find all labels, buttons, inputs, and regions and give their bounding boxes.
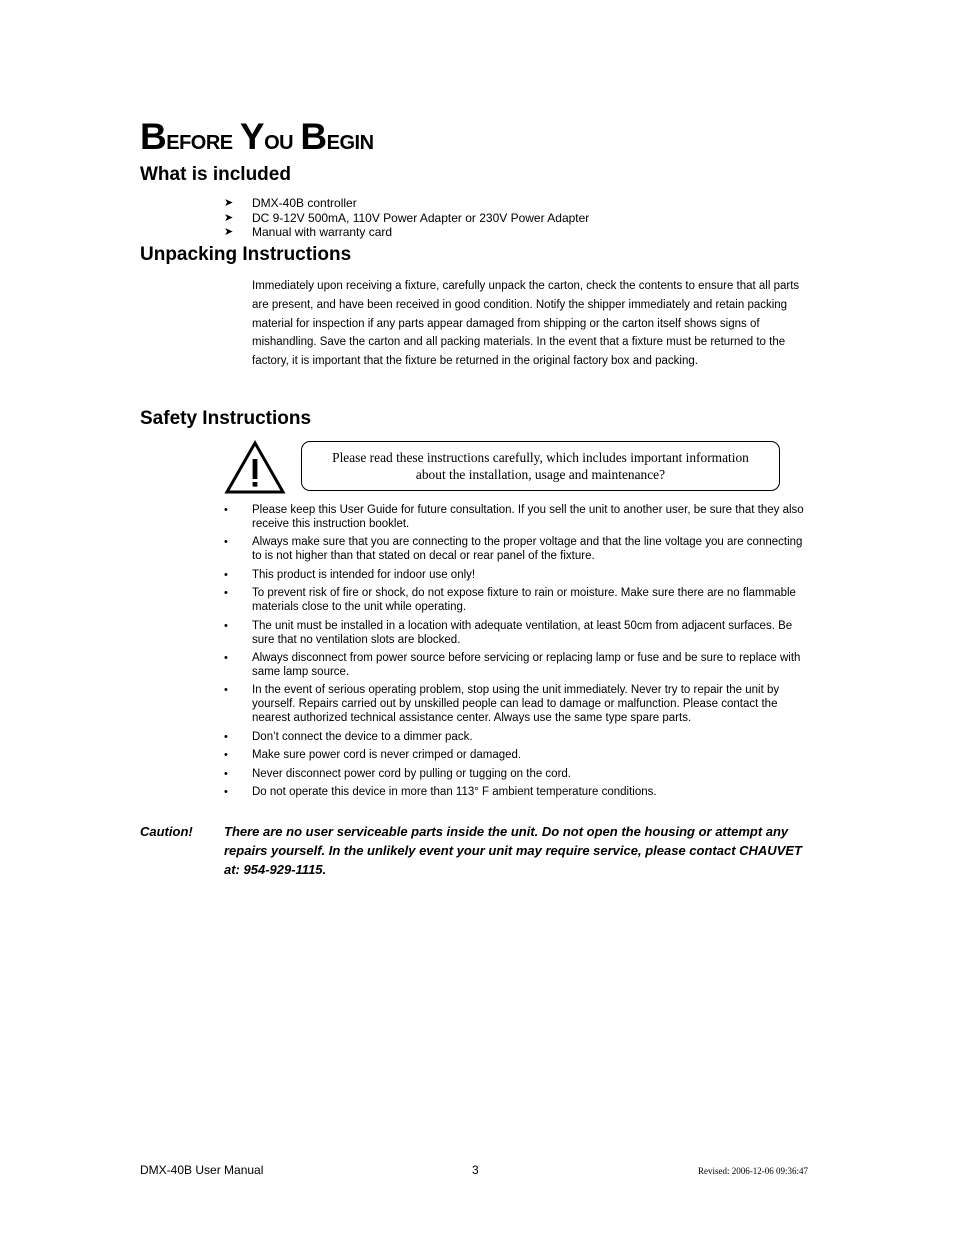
list-item: • Always make sure that you are connecting to the proper voltage and that the line voltage you are connecting to is not higher than that stated on decal or rear panel of the fixture. — [224, 536, 803, 563]
footer-revised-date: Revised: 2006-12-06 09:36:47 — [698, 1166, 808, 1176]
title-word: egin — [326, 124, 374, 155]
list-item: • Do not operate this device in more than 113° F ambient temperature conditions. — [224, 785, 657, 798]
title-word: efore — [166, 124, 233, 155]
bullet-dot-icon: • — [224, 619, 228, 632]
footer-manual-name: DMX-40B User Manual — [140, 1163, 264, 1177]
arrow-right-icon: ➤ — [224, 226, 234, 238]
list-item: • The unit must be installed in a location with adequate ventilation, at least 50cm from adjacent surfaces. Be sure that no ventilation slots are blocked. — [224, 619, 793, 646]
unpacking-heading: Unpacking Instructions — [140, 244, 352, 265]
list-item: • Make sure power cord is never crimped or damaged. — [224, 749, 522, 762]
bullet-dot-icon: • — [224, 587, 228, 600]
list-item: • Always disconnect from power source before servicing or replacing lamp or fuse and be sure to replace with same lamp source. — [224, 651, 801, 678]
page-title — [140, 112, 374, 165]
bullet-dot-icon: • — [224, 785, 228, 798]
list-item: • Please keep this User Guide for future consultation. If you sell the unit to another user, be sure that they also receive this instruction booklet. — [224, 504, 804, 530]
footer-page-number: 3 — [472, 1163, 479, 1177]
bullet-dot-icon: • — [224, 749, 228, 762]
bullet-dot-icon: • — [224, 767, 228, 780]
unpacking-paragraph: Immediately upon receiving a fixture, carefully unpack the carton, check the contents to ensure that all parts are present, and have been received in good condition. Notify the shipper immediately and retain packing material for inspection if any parts appear damaged from shipping or the carton itself shows signs of mishandling. Save the carton and all packing materials. In the event that a fixture must be returned to the factory, it is important that the fixture be returned in the original factory box and packing. — [252, 280, 800, 368]
list-item: ➤ DMX-40B controller — [224, 196, 357, 210]
caution-label: Caution! — [140, 824, 193, 839]
title-initial: B — [300, 116, 327, 157]
list-item: ➤ DC 9-12V 500mA, 110V Power Adapter or 230V Power Adapter — [224, 210, 590, 225]
list-item: • In the event of serious operating problem, stop using the unit immediately. Never try to repair the unit by yourself. Repairs carried out by unskilled people can lead to damage or malfunction. Please contact the nearest authorized technical assistance center. Always use the same type spare parts. — [224, 684, 780, 725]
list-item: • This product is intended for indoor use only! — [224, 568, 476, 581]
included-list — [224, 196, 589, 240]
title-word: ou — [264, 124, 294, 155]
included-heading: What is included — [140, 164, 291, 185]
warning-triangle-icon — [224, 440, 286, 495]
bullet-dot-icon: • — [224, 651, 228, 664]
safety-notice-box — [301, 441, 780, 491]
list-item: • Don’t connect the device to a dimmer pack. — [224, 730, 473, 743]
bullet-dot-icon: • — [224, 536, 228, 549]
bullet-dot-icon: • — [224, 504, 228, 516]
bullet-dot-icon: • — [224, 730, 228, 743]
caution-text: There are no user serviceable parts inside the unit. Do not open the housing or attempt any repairs yourself. In the unlikely event your unit may require service, please contact CHAUVET at: 954-929-1115. — [224, 824, 802, 877]
list-item: • To prevent risk of fire or shock, do not expose fixture to rain or moisture. Make sure there are no flammable materials close to the unit while operating. — [224, 587, 796, 614]
safety-list — [224, 503, 814, 803]
bullet-dot-icon: • — [224, 568, 228, 581]
title-initial: Y — [239, 116, 265, 157]
arrow-right-icon: ➤ — [224, 197, 234, 209]
title-initial: B — [140, 116, 167, 157]
list-item: ➤ Manual with warranty card — [224, 225, 393, 239]
arrow-right-icon: ➤ — [224, 211, 234, 224]
list-item: • Never disconnect power cord by pulling or tugging on the cord. — [224, 767, 571, 780]
safety-notice-text: Please read these instructions carefully, which includes important information about the installation, usage and maintenance? — [332, 450, 749, 482]
safety-heading: Safety Instructions — [140, 408, 312, 429]
bullet-dot-icon: • — [224, 684, 228, 697]
